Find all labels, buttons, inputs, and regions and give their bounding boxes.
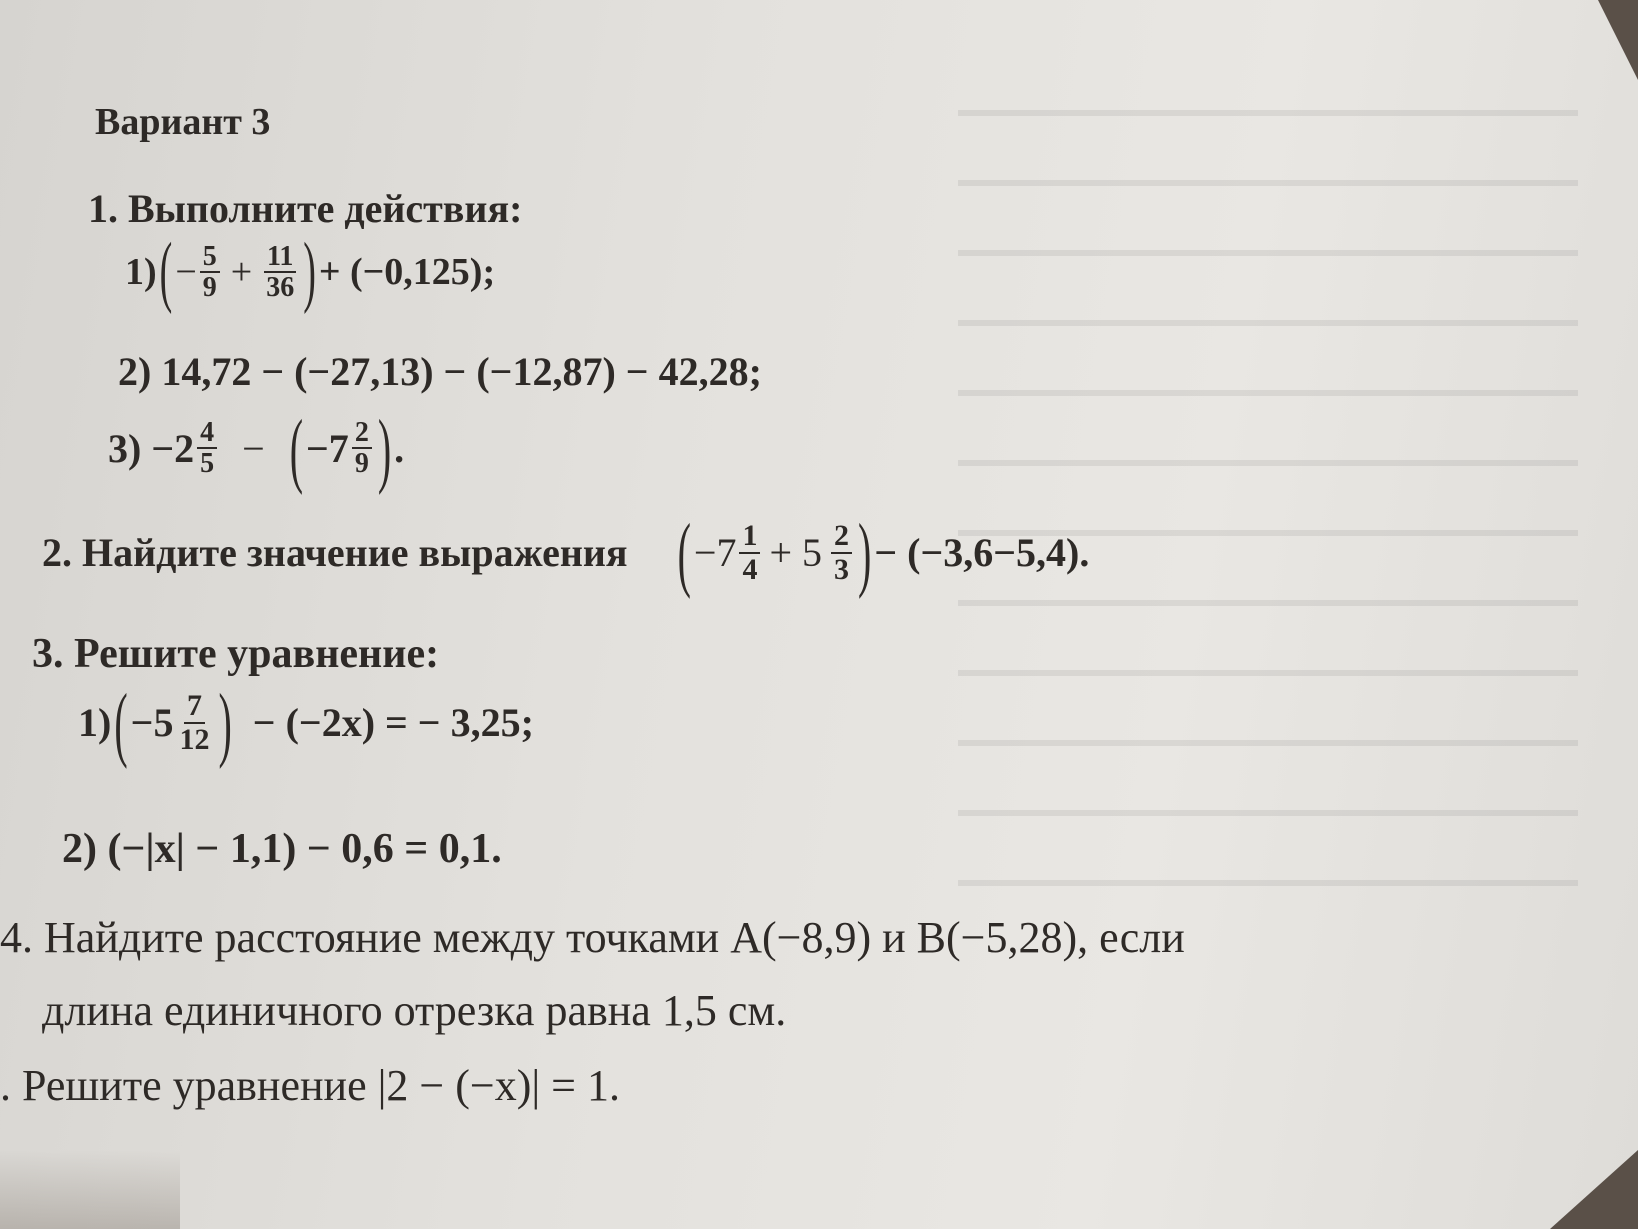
task1-ex3-minus: − <box>242 425 265 471</box>
numerator: 1 <box>739 520 760 554</box>
fraction-4-5 <box>197 418 217 479</box>
numerator: 5 <box>200 242 220 273</box>
fraction-5-9 <box>200 242 220 303</box>
fraction-11-36 <box>263 242 297 303</box>
task3-heading: 3. Решите уравнение: <box>32 631 440 677</box>
open-paren: ( <box>289 401 304 496</box>
task1-ex3 <box>108 401 405 496</box>
task2-tail: − (−3,6−5,4). <box>874 530 1090 575</box>
open-paren: ( <box>159 228 173 317</box>
task3-ex2: 2) (−|x| − 1,1) − 0,6 = 0,1. <box>62 826 502 872</box>
denominator: 9 <box>354 448 369 480</box>
fraction-2-3 <box>831 520 852 585</box>
denominator: 12 <box>179 722 210 756</box>
task2-whole1: −7 <box>693 530 737 575</box>
variant-title: Вариант 3 <box>95 101 271 143</box>
denominator: 36 <box>266 272 295 304</box>
task1-ex3-label: 3) −2 <box>108 425 195 471</box>
page-corner-shadow <box>0 1150 180 1229</box>
task4-line2: длина единичного отрезка равна 1,5 см. <box>42 986 787 1035</box>
task1-ex1-label: 1) <box>125 251 157 294</box>
task1-ex3-whole: −7 <box>306 425 349 471</box>
task2-plus: + 5 <box>769 530 823 575</box>
task3-ex1-label: 1) <box>78 700 112 745</box>
denominator: 5 <box>200 448 215 480</box>
task1-ex2: 2) 14,72 − (−27,13) − (−12,87) − 42,28; <box>118 349 762 394</box>
close-paren: ) <box>218 675 232 770</box>
open-paren: ( <box>114 675 128 770</box>
numerator: 11 <box>264 242 296 273</box>
task1-heading: 1. Выполните действия: <box>88 186 523 231</box>
task2 <box>42 505 1090 600</box>
denominator: 3 <box>834 552 850 586</box>
denominator: 9 <box>202 272 217 304</box>
numerator: 2 <box>831 520 852 554</box>
task5: . Решите уравнение |2 − (−x)| = 1. <box>0 1061 620 1110</box>
denominator: 4 <box>742 552 758 586</box>
fraction-1-4 <box>739 520 760 585</box>
close-paren: ) <box>303 228 316 317</box>
fraction-7-12 <box>176 690 212 755</box>
close-paren: ) <box>858 505 872 600</box>
task4-line1: 4. Найдите расстояние между точками A(−8,9) и B(−5,28), если <box>0 913 1185 962</box>
open-paren: ( <box>677 505 691 600</box>
task1-ex1-minus: − <box>175 251 197 294</box>
task1-ex1 <box>125 228 496 317</box>
numerator: 7 <box>184 690 205 724</box>
task1-ex1-plus: + <box>230 251 253 294</box>
close-paren: ) <box>377 401 392 496</box>
task3-ex1-whole: −5 <box>130 700 174 745</box>
task1-ex1-tail: + (−0,125); <box>318 251 496 294</box>
task3-ex1 <box>78 675 534 770</box>
numerator: 2 <box>352 418 372 449</box>
numerator: 4 <box>197 418 217 449</box>
fraction-2-9 <box>352 418 372 479</box>
task1-ex3-end: . <box>394 425 405 471</box>
task2-heading: 2. Найдите значение выражения <box>42 530 628 575</box>
task3-ex1-tail: − (−2x) = − 3,25; <box>252 700 534 745</box>
